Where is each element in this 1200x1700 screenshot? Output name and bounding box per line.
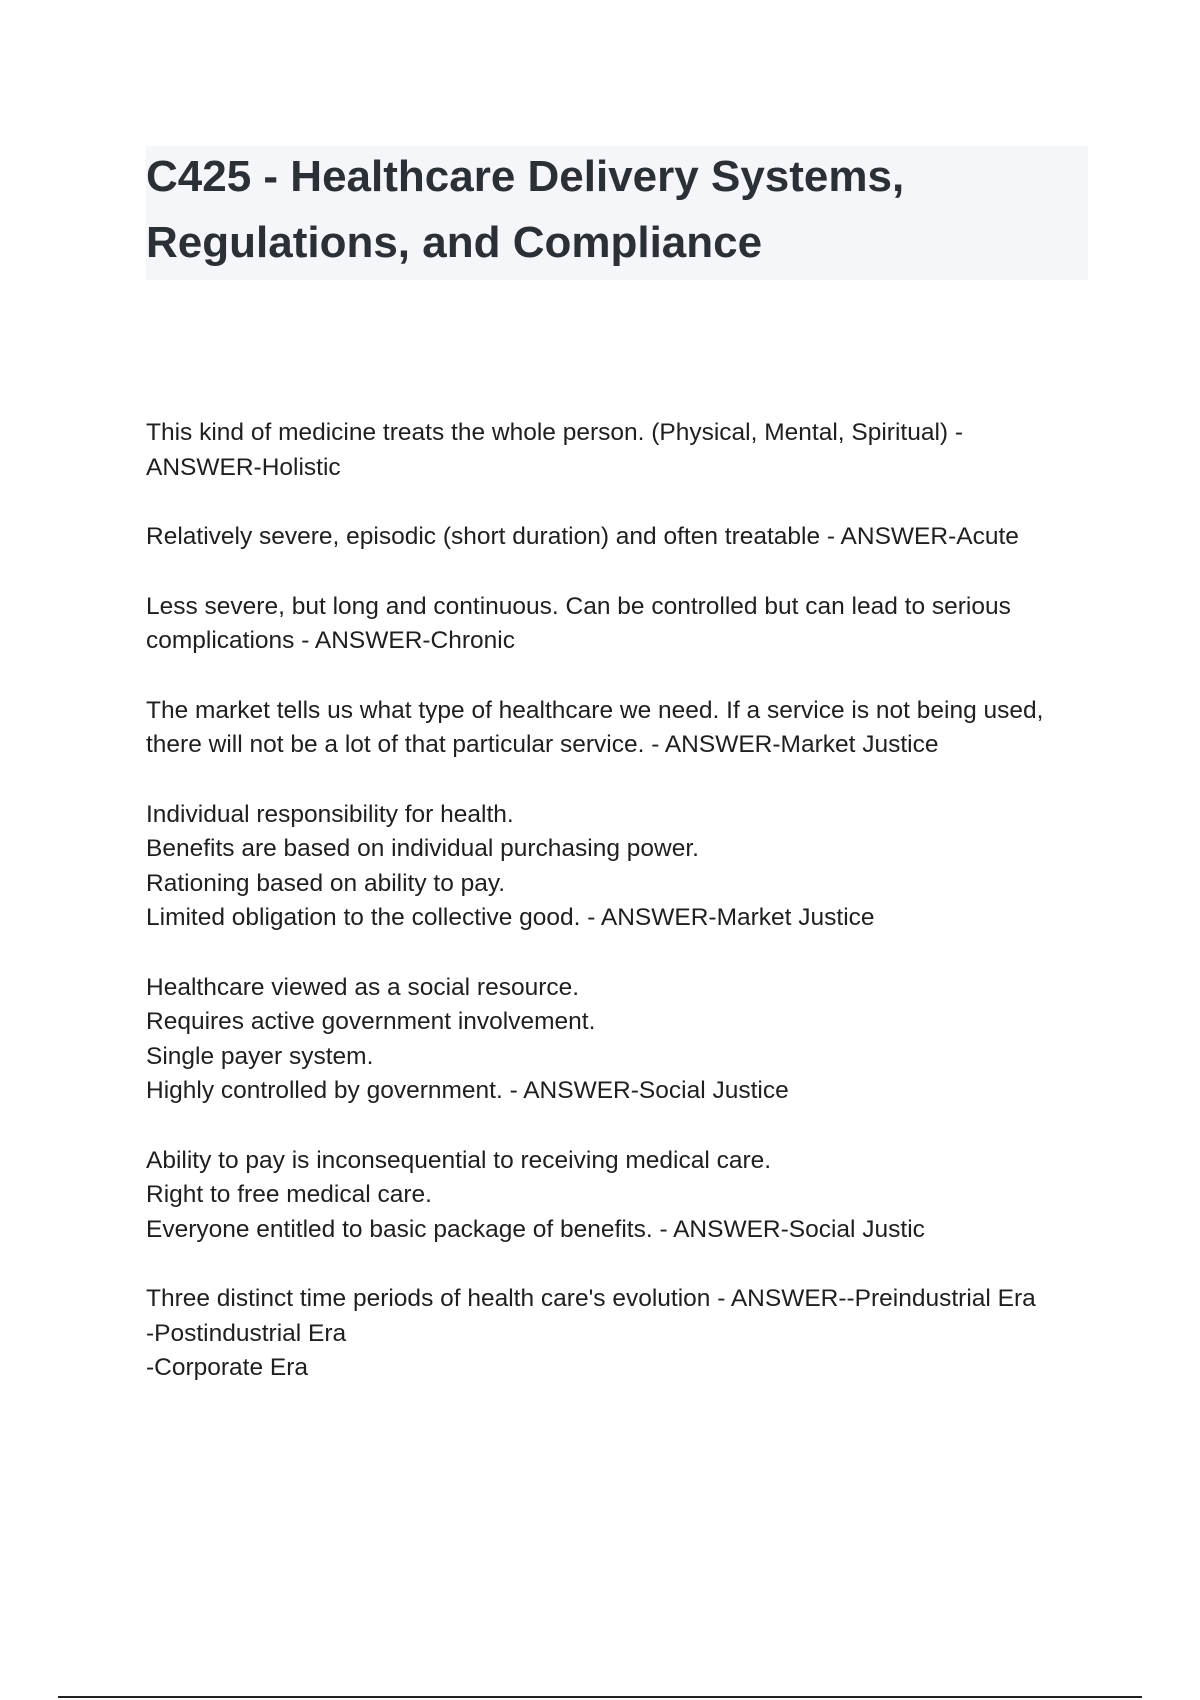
answer-text: ANSWER--Preindustrial Era -Postindustrial Era -Corporate Era — [146, 1285, 1036, 1381]
question-text: The market tells us what type of healthcare we need. If a service is not being used, there will not be a lot of that particular service. - — [146, 696, 1044, 758]
answer-text: ANSWER-Social Justic — [673, 1215, 925, 1243]
qa-item — [146, 971, 1096, 1109]
question-text: Three distinct time periods of health care's evolution - — [146, 1285, 731, 1312]
footer-divider — [58, 1696, 1142, 1698]
question-text: Ability to pay is inconsequential to receiving medical care. Right to free medical care. Everyone entitled to basic package of benefits. - — [146, 1146, 772, 1243]
qa-item — [146, 1144, 1096, 1248]
answer-text: ANSWER-Chronic — [314, 627, 515, 654]
answer-text: ANSWER-Acute — [840, 523, 1019, 550]
answer-text: ANSWER-Market Justice — [664, 731, 939, 758]
qa-item — [146, 1282, 1096, 1386]
question-text: Healthcare viewed as a social resource. Requires active government involvement. Single payer system. Highly controlled by government. - — [146, 973, 596, 1104]
question-text: Relatively severe, episodic (short duration) and often treatable - — [146, 523, 841, 550]
page-title: C425 - Healthcare Delivery Systems, Regulations, and Compliance — [146, 152, 905, 267]
qa-item — [146, 590, 1096, 659]
question-text: This kind of medicine treats the whole person. (Physical, Mental, Spiritual) - — [146, 419, 964, 446]
qa-item — [146, 798, 1096, 936]
question-text: Individual responsibility for health. Benefits are based on individual purchasing power. Rationing based on ability to pay. Limited obligation to the collective good. - — [146, 800, 699, 931]
answer-text: ANSWER-Market Justice — [600, 904, 875, 931]
question-text: Less severe, but long and continuous. Can be controlled but can lead to serious complications - — [146, 592, 1011, 654]
qa-item — [146, 416, 1096, 485]
answer-text: ANSWER-Social Justice — [523, 1077, 789, 1104]
qa-list — [146, 416, 1096, 1421]
answer-text: ANSWER-Holistic — [146, 453, 341, 481]
qa-item — [146, 520, 1096, 555]
qa-item — [146, 694, 1096, 763]
